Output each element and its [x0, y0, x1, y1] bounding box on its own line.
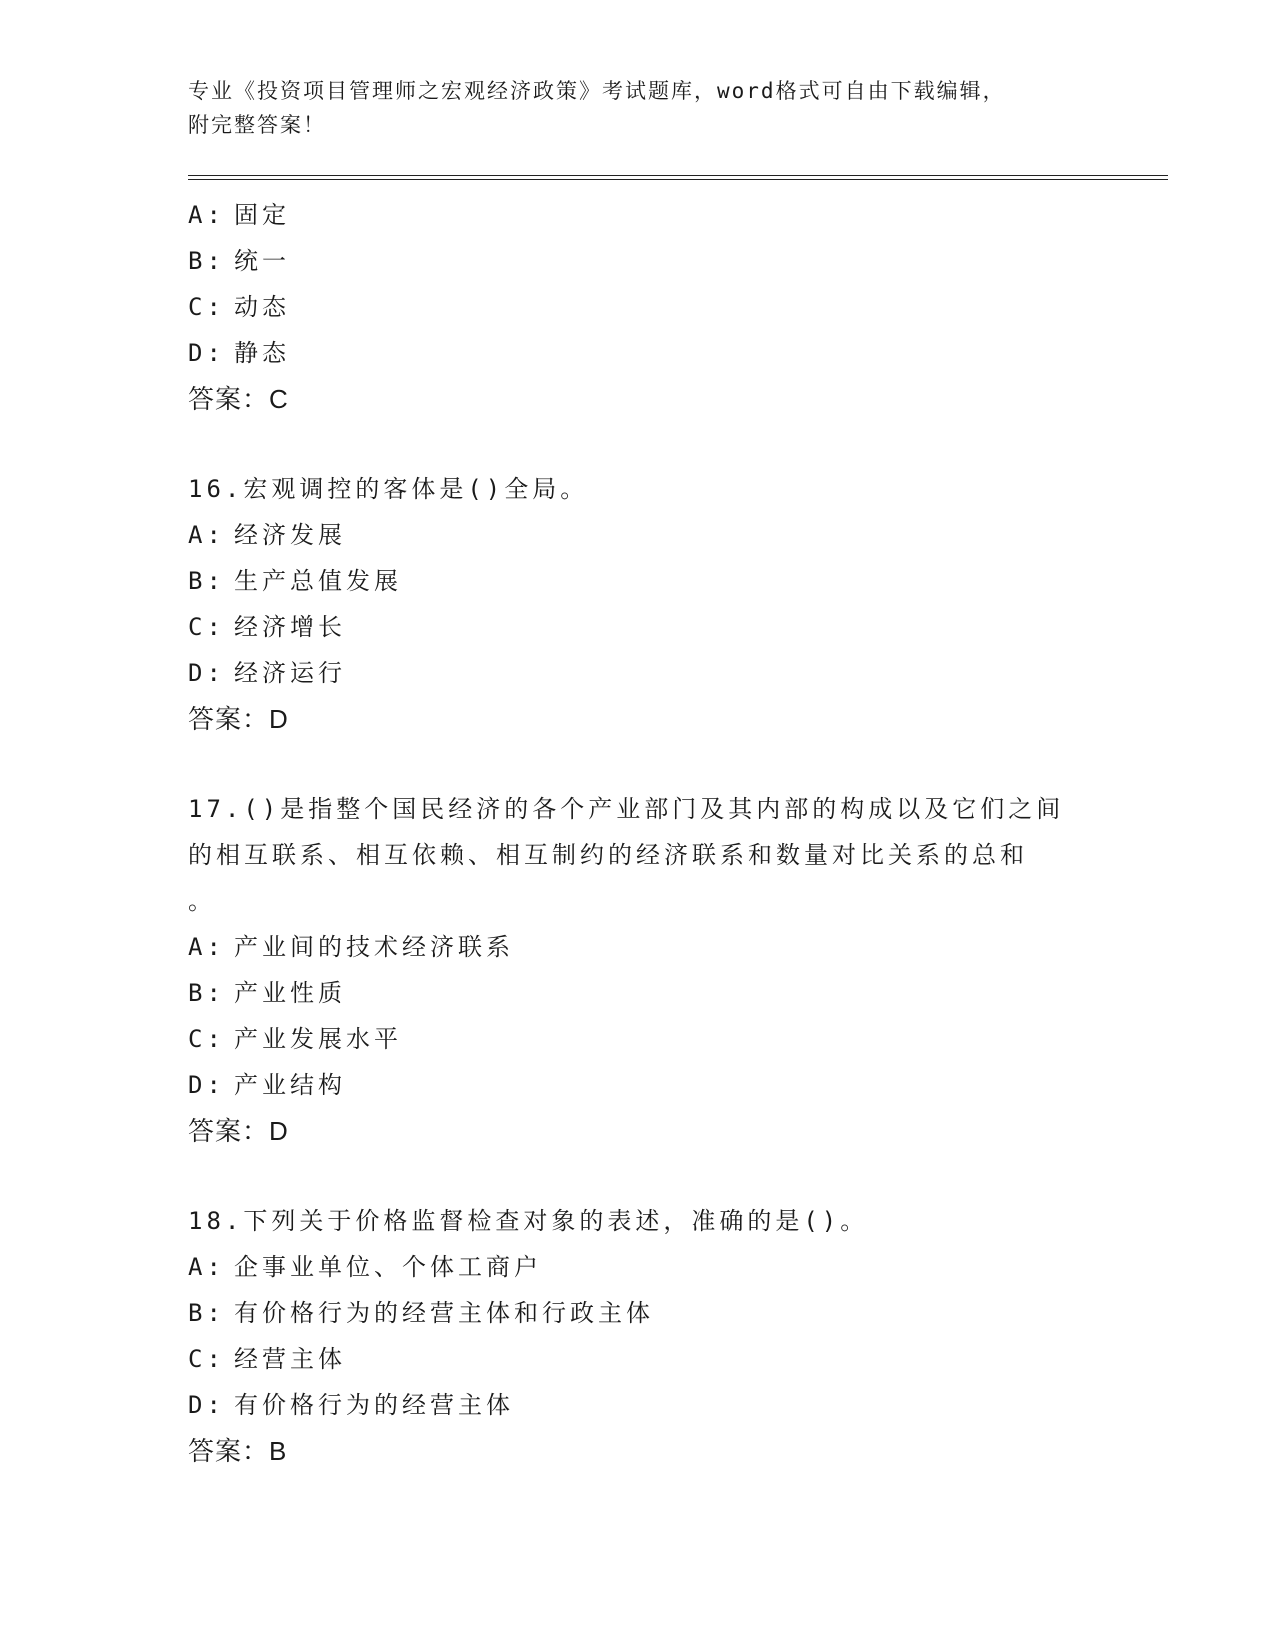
option-b: B: 产业性质 [188, 979, 346, 1007]
question-16 [188, 466, 1168, 742]
option-d: D: 有价格行为的经营主体 [188, 1391, 514, 1419]
option-c: C: 产业发展水平 [188, 1025, 402, 1053]
option-b: B: 有价格行为的经营主体和行政主体 [188, 1299, 654, 1327]
option-c: C: 经济增长 [188, 613, 346, 641]
option-a: A: 固定 [188, 201, 290, 229]
answer-line: 答案：D [188, 704, 289, 734]
question-stem: 16.宏观调控的客体是()全局。 [188, 475, 589, 503]
question-stem-line-1: 17.()是指整个国民经济的各个产业部门及其内部的构成以及它们之间 [188, 795, 1065, 823]
header-divider [188, 175, 1168, 180]
option-d: D: 静态 [188, 339, 290, 367]
question-stem-line-2: 的相互联系、相互依赖、相互制约的经济联系和数量对比关系的总和 [188, 841, 1028, 869]
header-line-1: 专业《投资项目管理师之宏观经济政策》考试题库，word格式可自由下载编辑， [188, 79, 1006, 103]
header-line-2: 附完整答案！ [188, 113, 326, 137]
option-c: C: 动态 [188, 293, 290, 321]
answer-line: 答案：D [188, 1116, 289, 1146]
option-a: A: 企事业单位、个体工商户 [188, 1253, 542, 1281]
option-b: B: 统一 [188, 247, 290, 275]
question-17 [188, 786, 1168, 1154]
document-page [188, 74, 1168, 1474]
question-stem-line-3: 。 [188, 887, 216, 915]
answer-line: 答案：B [188, 1436, 288, 1466]
question-stem: 18.下列关于价格监督检查对象的表述，准确的是()。 [188, 1207, 869, 1235]
document-header [188, 74, 1168, 142]
option-a: A: 产业间的技术经济联系 [188, 933, 514, 961]
question-18 [188, 1198, 1168, 1474]
question-list [188, 192, 1168, 1474]
option-a: A: 经济发展 [188, 521, 346, 549]
answer-line: 答案：C [188, 384, 289, 414]
question-partial [188, 192, 1168, 422]
option-b: B: 生产总值发展 [188, 567, 402, 595]
option-d: D: 经济运行 [188, 659, 346, 687]
option-d: D: 产业结构 [188, 1071, 346, 1099]
option-c: C: 经营主体 [188, 1345, 346, 1373]
